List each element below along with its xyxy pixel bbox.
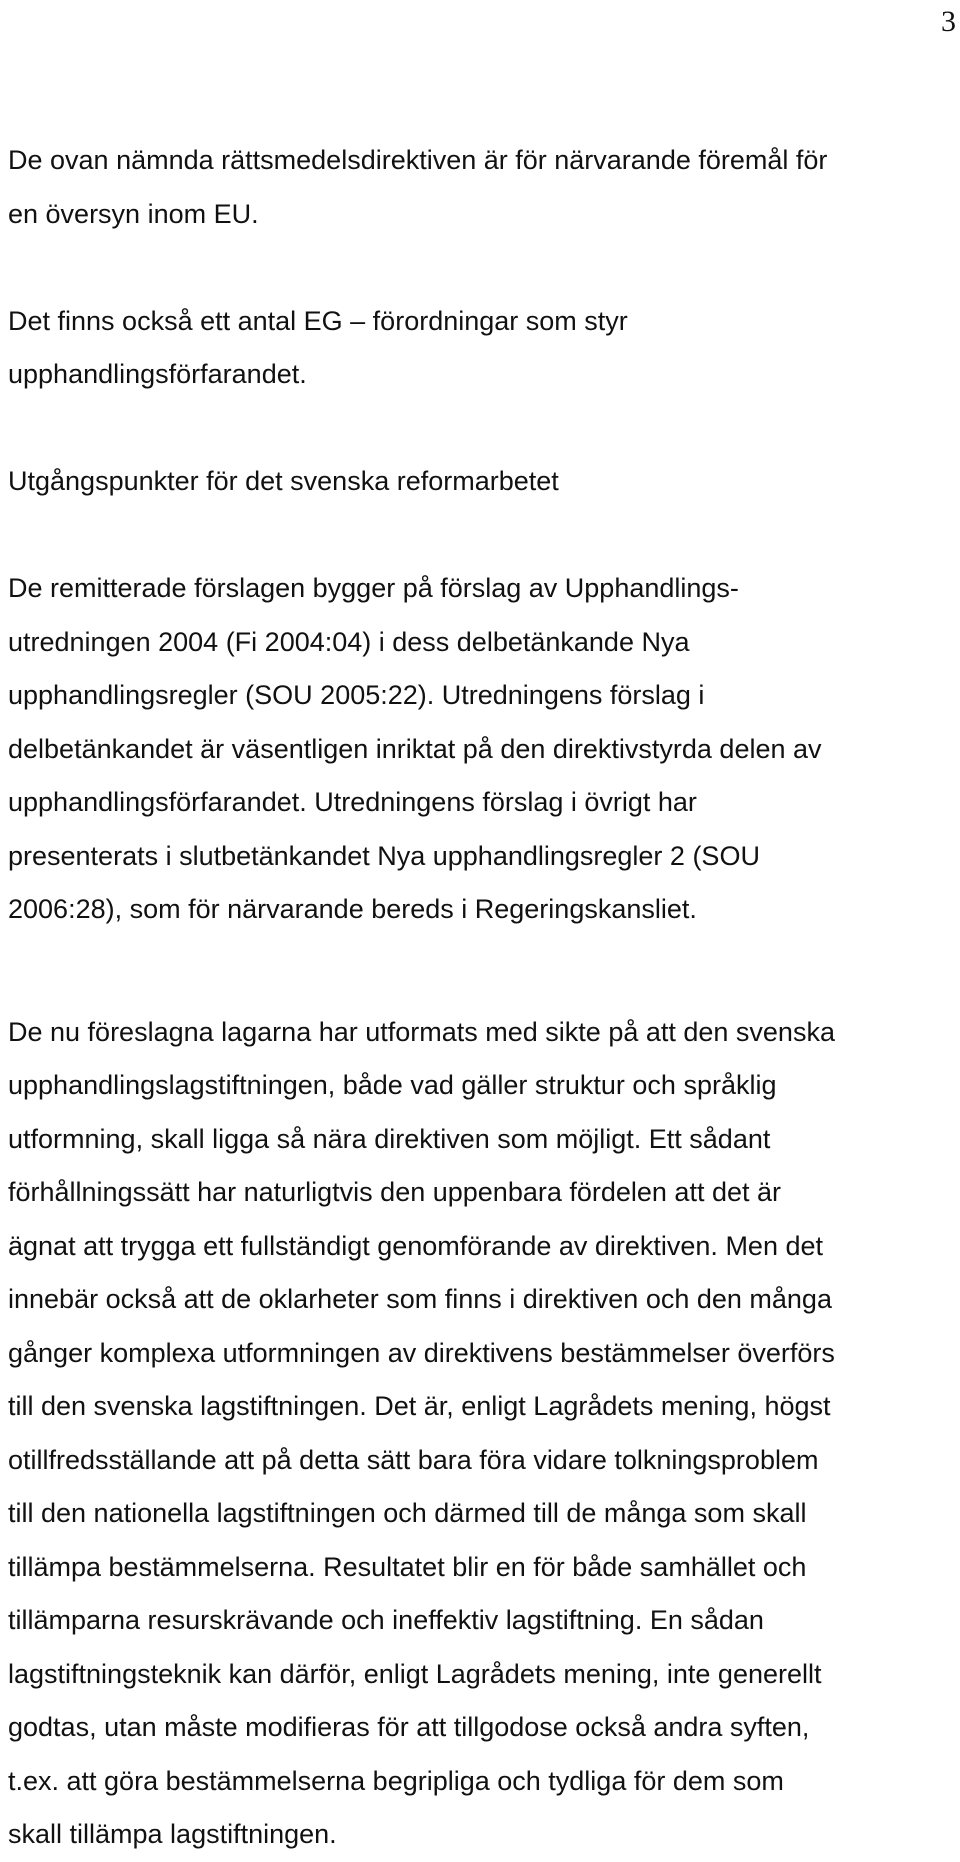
text-line: förhållningssätt har naturligtvis den uppenbara fördelen att det är	[8, 1177, 781, 1207]
text-line: tillämparna resurskrävande och ineffektiv lagstiftning. En sådan	[8, 1605, 764, 1635]
text-line: upphandlingslagstiftningen, både vad gäller struktur och språklig	[8, 1070, 777, 1100]
text-line: till den svenska lagstiftningen. Det är, enligt Lagrådets mening, högst	[8, 1391, 831, 1421]
text-line: Det finns också ett antal EG – förordningar som styr	[8, 305, 628, 336]
text-line: De remitterade förslagen bygger på förslag av Upphandlings-	[8, 573, 739, 603]
text-line: De nu föreslagna lagarna har utformats med sikte på att den svenska	[8, 1016, 835, 1047]
text-line: upphandlingsförfarandet.	[8, 359, 307, 389]
page-number: 3	[941, 5, 956, 38]
text-line: skall tillämpa lagstiftningen.	[8, 1819, 337, 1849]
text-line: tillämpa bestämmelserna. Resultatet blir en för både samhället och	[8, 1551, 807, 1582]
text-line: ägnat att trygga ett fullständigt genomförande av direktiven. Men det	[8, 1230, 823, 1261]
text-line: till den nationella lagstiftningen och därmed till de många som skall	[8, 1498, 807, 1528]
paragraph-remitterade-forslagen	[8, 562, 952, 937]
paragraph-eg-forordningar	[8, 295, 952, 402]
text-line: presenterats i slutbetänkandet Nya upphandlingsregler 2 (SOU	[8, 840, 760, 871]
text-line: en översyn inom EU.	[8, 198, 259, 229]
section-heading	[8, 455, 952, 509]
text-line: utformning, skall ligga så nära direktiven som möjligt. Ett sådant	[8, 1123, 771, 1154]
paragraph-foreslagna-lagarna	[8, 1006, 952, 1862]
document-body	[8, 134, 952, 1862]
text-line: gånger komplexa utformningen av direktivens bestämmelser överförs	[8, 1337, 835, 1368]
text-line: delbetänkandet är väsentligen inriktat på den direktivstyrda delen av	[8, 733, 822, 764]
text-line: innebär också att de oklarheter som finns i direktiven och den många	[8, 1284, 832, 1314]
section-heading-text: Utgångspunkter för det svenska reformarbetet	[8, 466, 559, 496]
text-line: t.ex. att göra bestämmelserna begripliga och tydliga för dem som	[8, 1765, 784, 1796]
paragraph-rattsmedelsdirektiven	[8, 134, 952, 241]
text-line: 2006:28), som för närvarande bereds i Regeringskansliet.	[8, 894, 697, 924]
text-line: utredningen 2004 (Fi 2004:04) i dess delbetänkande Nya	[8, 626, 690, 657]
text-line: upphandlingsregler (SOU 2005:22). Utredningens förslag i	[8, 680, 705, 710]
text-line: upphandlingsförfarandet. Utredningens förslag i övrigt har	[8, 787, 697, 817]
text-line: lagstiftningsteknik kan därför, enligt Lagrådets mening, inte generellt	[8, 1658, 822, 1689]
text-line: godtas, utan måste modifieras för att tillgodose också andra syften,	[8, 1712, 810, 1742]
text-line: otillfredsställande att på detta sätt bara föra vidare tolkningsproblem	[8, 1444, 819, 1475]
text-line: De ovan nämnda rättsmedelsdirektiven är för närvarande föremål för	[8, 145, 828, 175]
